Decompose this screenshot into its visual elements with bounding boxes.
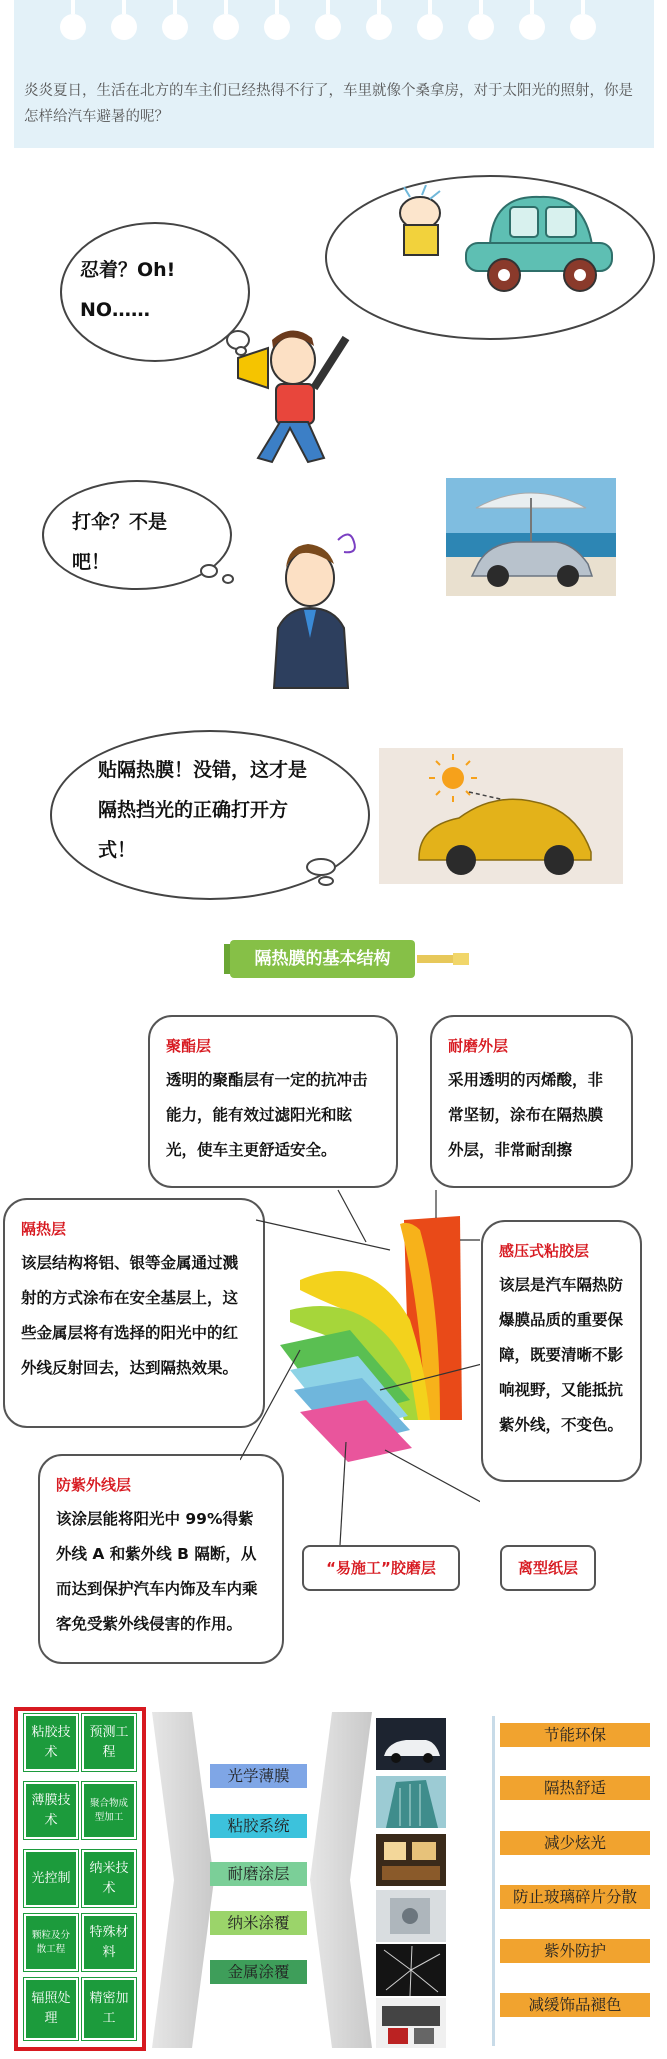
- section-title-banner: [230, 940, 415, 978]
- car-thumbnail: [376, 1718, 446, 1770]
- layer-description: 该涂层能将阳光中 99%得紫外线 A 和紫外线 B 隔断，从而达到保护汽车内饰及车内乘客免受紫外线侵害的作用。: [56, 1510, 258, 1633]
- intro-card: [14, 0, 654, 148]
- hot-driver-car-illustration: [370, 185, 620, 295]
- binder-hole-icon: [519, 14, 545, 40]
- material-label: 粘胶系统: [210, 1814, 307, 1838]
- divider-line: [492, 1716, 495, 2046]
- benefit-label: 节能环保: [500, 1723, 650, 1747]
- paint-roller-icon: [415, 949, 471, 969]
- thought-dot: [200, 564, 218, 578]
- bubble-text-umbrella: 打伞？不是吧！: [72, 511, 168, 573]
- tag-release-paper-layer: 离型纸层: [500, 1545, 596, 1591]
- tech-cell: 光控制: [24, 1850, 78, 1907]
- confused-man-illustration: [258, 528, 368, 693]
- binder-hole-icon: [417, 14, 443, 40]
- layer-box-adhesive: [481, 1220, 642, 1482]
- material-label: 耐磨涂层: [210, 1862, 307, 1886]
- binder-hole-icon: [570, 14, 596, 40]
- bubble-text-film: 贴隔热膜！没错，这才是隔热挡光的正确打开方式！: [98, 759, 308, 861]
- binder-hole-icon: [315, 14, 341, 40]
- layer-box-insulation: [3, 1198, 265, 1428]
- layer-description: 采用透明的丙烯酸，非常坚韧，涂布在隔热膜外层，非常耐刮擦: [448, 1071, 604, 1159]
- binder-holes: [14, 0, 654, 40]
- material-label: 金属涂覆: [210, 1960, 307, 1984]
- material-label: 纳米涂覆: [210, 1911, 307, 1935]
- shouting-man-illustration: [228, 318, 358, 478]
- tag-easy-install-layer: “易施工”胶磨层: [302, 1545, 460, 1591]
- shattered-glass-thumbnail: [376, 1944, 446, 1996]
- car-under-umbrella-photo: [446, 478, 616, 596]
- tech-cell: 精密加工: [82, 1978, 136, 2040]
- section-title: 隔热膜的基本结构: [254, 949, 391, 969]
- glass-thumbnail: [376, 1890, 446, 1942]
- binder-hole-icon: [60, 14, 86, 40]
- layer-box-polyester: [148, 1015, 398, 1188]
- tech-cell: 颗粒及分散工程: [24, 1914, 78, 1971]
- binder-hole-icon: [162, 14, 188, 40]
- layer-title: 隔热层: [21, 1220, 67, 1238]
- benefit-label: 防止玻璃碎片分散: [500, 1885, 650, 1909]
- yellow-beetle-photo: [379, 748, 623, 884]
- thought-dot: [222, 574, 234, 584]
- layer-description: 该层结构将铝、银等金属通过溅射的方式涂布在安全基层上，这些金属层将有选择的阳光中的红外线反射回去，达到隔热效果。: [21, 1254, 239, 1377]
- tech-cell: 聚合物成型加工: [82, 1782, 136, 1839]
- layer-title: 耐磨外层: [448, 1037, 509, 1055]
- binder-hole-icon: [366, 14, 392, 40]
- benefit-label: 隔热舒适: [500, 1776, 650, 1800]
- layer-title: 感压式粘胶层: [499, 1242, 590, 1260]
- benefit-label: 减少炫光: [500, 1831, 650, 1855]
- binder-hole-icon: [213, 14, 239, 40]
- bubble-text-endure: 忍着？Oh! NO……: [80, 259, 176, 321]
- thought-dot: [318, 876, 334, 886]
- building-thumbnail: [376, 1776, 446, 1828]
- tech-cell: 特殊材料: [82, 1914, 136, 1971]
- tech-cell: 粘胶技术: [24, 1714, 78, 1771]
- intro-text: 炎炎夏日，生活在北方的车主们已经热得不行了，车里就像个桑拿房，对于太阳光的照射，你是怎样给汽车避暑的呢？: [24, 83, 633, 125]
- tech-cell: 薄膜技术: [24, 1782, 78, 1839]
- layer-description: 透明的聚酯层有一定的抗冲击能力，能有效过滤阳光和眩光，使车主更舒适安全。: [166, 1071, 368, 1159]
- binder-hole-icon: [111, 14, 137, 40]
- car-interior-thumbnail: [376, 1998, 446, 2050]
- benefit-label: 紫外防护: [500, 1939, 650, 1963]
- layer-box-scratch: [430, 1015, 633, 1188]
- layer-title: 聚酯层: [166, 1037, 212, 1055]
- tech-cell: 辐照处理: [24, 1978, 78, 2040]
- film-layers-illustration: [240, 1180, 480, 1550]
- binder-hole-icon: [468, 14, 494, 40]
- binder-hole-icon: [264, 14, 290, 40]
- material-label: 光学薄膜: [210, 1764, 307, 1788]
- tech-cell: 纳米技术: [82, 1850, 136, 1907]
- tech-cell: 预测工程: [82, 1714, 136, 1771]
- layer-title: 防紫外线层: [56, 1476, 132, 1494]
- interior-thumbnail: [376, 1834, 446, 1886]
- layer-description: 该层是汽车隔热防爆膜品质的重要保障，既要清晰不影响视野，又能抵抗紫外线，不变色。: [499, 1276, 624, 1434]
- benefit-label: 减缓饰品褪色: [500, 1993, 650, 2017]
